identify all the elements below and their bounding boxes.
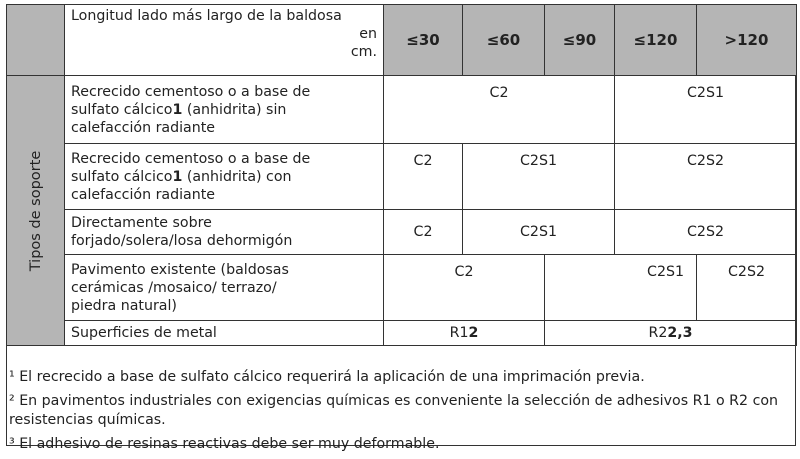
table-row: [7, 210, 797, 255]
row-label: Recrecido cementoso o a base de sulfato cálcico1 (anhidrita) sin calefacción radiante: [65, 76, 384, 144]
value-cell: C2: [384, 255, 545, 321]
header-col-over-120: >120: [697, 5, 797, 76]
value-cell: C2S1: [463, 210, 615, 255]
footnote-2: ² En pavimentos industriales con exigencias químicas es conveniente la selección de adhesivos R1 o R2 con resistencias químicas.: [9, 393, 779, 428]
header-label-line3: cm.: [350, 44, 377, 60]
value-cell: R22,3: [545, 321, 797, 346]
value-cell: C2: [384, 144, 463, 210]
value-cell: C2S2: [615, 144, 797, 210]
side-label: Tipos de soporte: [27, 150, 44, 271]
value-cell: C2S1: [545, 255, 697, 321]
footnote-3: ³ El adhesivo de resinas reactivas debe ser muy deformable.: [9, 436, 440, 452]
header-label-line2: en: [359, 26, 377, 42]
header-col-90: ≤90: [545, 5, 615, 76]
value-cell: R12: [384, 321, 545, 346]
table-row: [7, 321, 797, 346]
header-col-60: ≤60: [463, 5, 545, 76]
value-cell: C2S1: [463, 144, 615, 210]
header-col-120: ≤120: [615, 5, 697, 76]
row-label: Directamente sobre forjado/solera/losa dehormigón: [65, 210, 384, 255]
table-row: [7, 76, 797, 144]
header-length-label: [65, 5, 384, 76]
row-label: Pavimento existente (baldosas cerámicas /mosaico/ terrazo/ piedra natural): [65, 255, 384, 321]
value-cell: C2: [384, 76, 615, 144]
row-label: Recrecido cementoso o a base de sulfato cálcico1 (anhidrita) con calefacción radiante: [65, 144, 384, 210]
row-label: Superficies de metal: [65, 321, 384, 346]
footnotes: [6, 368, 796, 459]
header-corner: [7, 5, 65, 76]
side-label-cell: [7, 76, 65, 346]
value-cell: C2S1: [615, 76, 797, 144]
adhesive-table: [6, 4, 797, 346]
header-col-30: ≤30: [384, 5, 463, 76]
value-cell: C2: [384, 210, 463, 255]
value-cell: C2S2: [697, 255, 797, 321]
header-row: [7, 5, 797, 76]
value-cell: C2S2: [615, 210, 797, 255]
header-label-line1: Longitud lado más largo de la baldosa: [71, 8, 342, 24]
table-row: [7, 255, 797, 321]
table-row: [7, 144, 797, 210]
footnote-1: ¹ El recrecido a base de sulfato cálcico requerirá la aplicación de una imprimación previa.: [9, 369, 645, 385]
